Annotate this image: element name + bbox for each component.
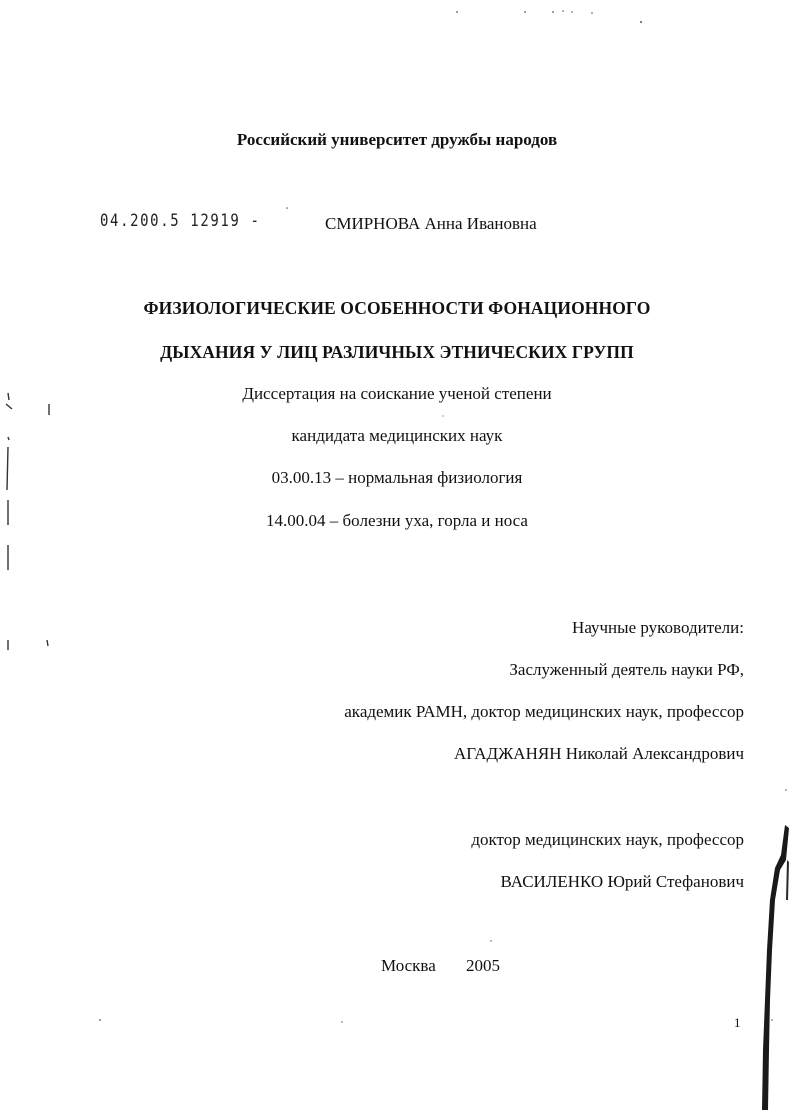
degree-line-1: Диссертация на соискание ученой степени [242, 384, 552, 403]
degree-line-2: кандидата медицинских наук [291, 426, 503, 445]
supervisor-2-title: доктор медицинских наук, профессор [471, 830, 744, 849]
year: 2005 [466, 956, 500, 975]
supervisor-1-name: АГАДЖАНЯН Николай Александрович [453, 744, 744, 763]
dissertation-title-line-2: ДЫХАНИЯ У ЛИЦ РАЗЛИЧНЫХ ЭТНИЧЕСКИХ ГРУПП [160, 342, 634, 362]
supervisor-1-title-2: академик РАМН, доктор медицинских наук, профессор [344, 702, 744, 721]
specialty-code-1: 03.00.13 – нормальная физиология [271, 468, 523, 487]
specialty-code-2: 14.00.04 – болезни уха, горла и носа [266, 511, 528, 530]
page-number: 1 [734, 1015, 741, 1030]
institution-name: Российский университет дружбы народов [236, 130, 558, 149]
supervisor-2-name: ВАСИЛЕНКО Юрий Стефанович [500, 872, 744, 891]
supervisors-heading: Научные руководители: [572, 618, 744, 637]
supervisor-1-title-1: Заслуженный деятель науки РФ, [509, 660, 744, 679]
author-name: СМИРНОВА Анна Ивановна [325, 214, 537, 233]
registration-stamp: 04.200.5 12919 - [100, 211, 261, 231]
city: Москва [381, 956, 436, 975]
dissertation-title-line-1: ФИЗИОЛОГИЧЕСКИЕ ОСОБЕННОСТИ ФОНАЦИОННОГО [143, 298, 651, 318]
